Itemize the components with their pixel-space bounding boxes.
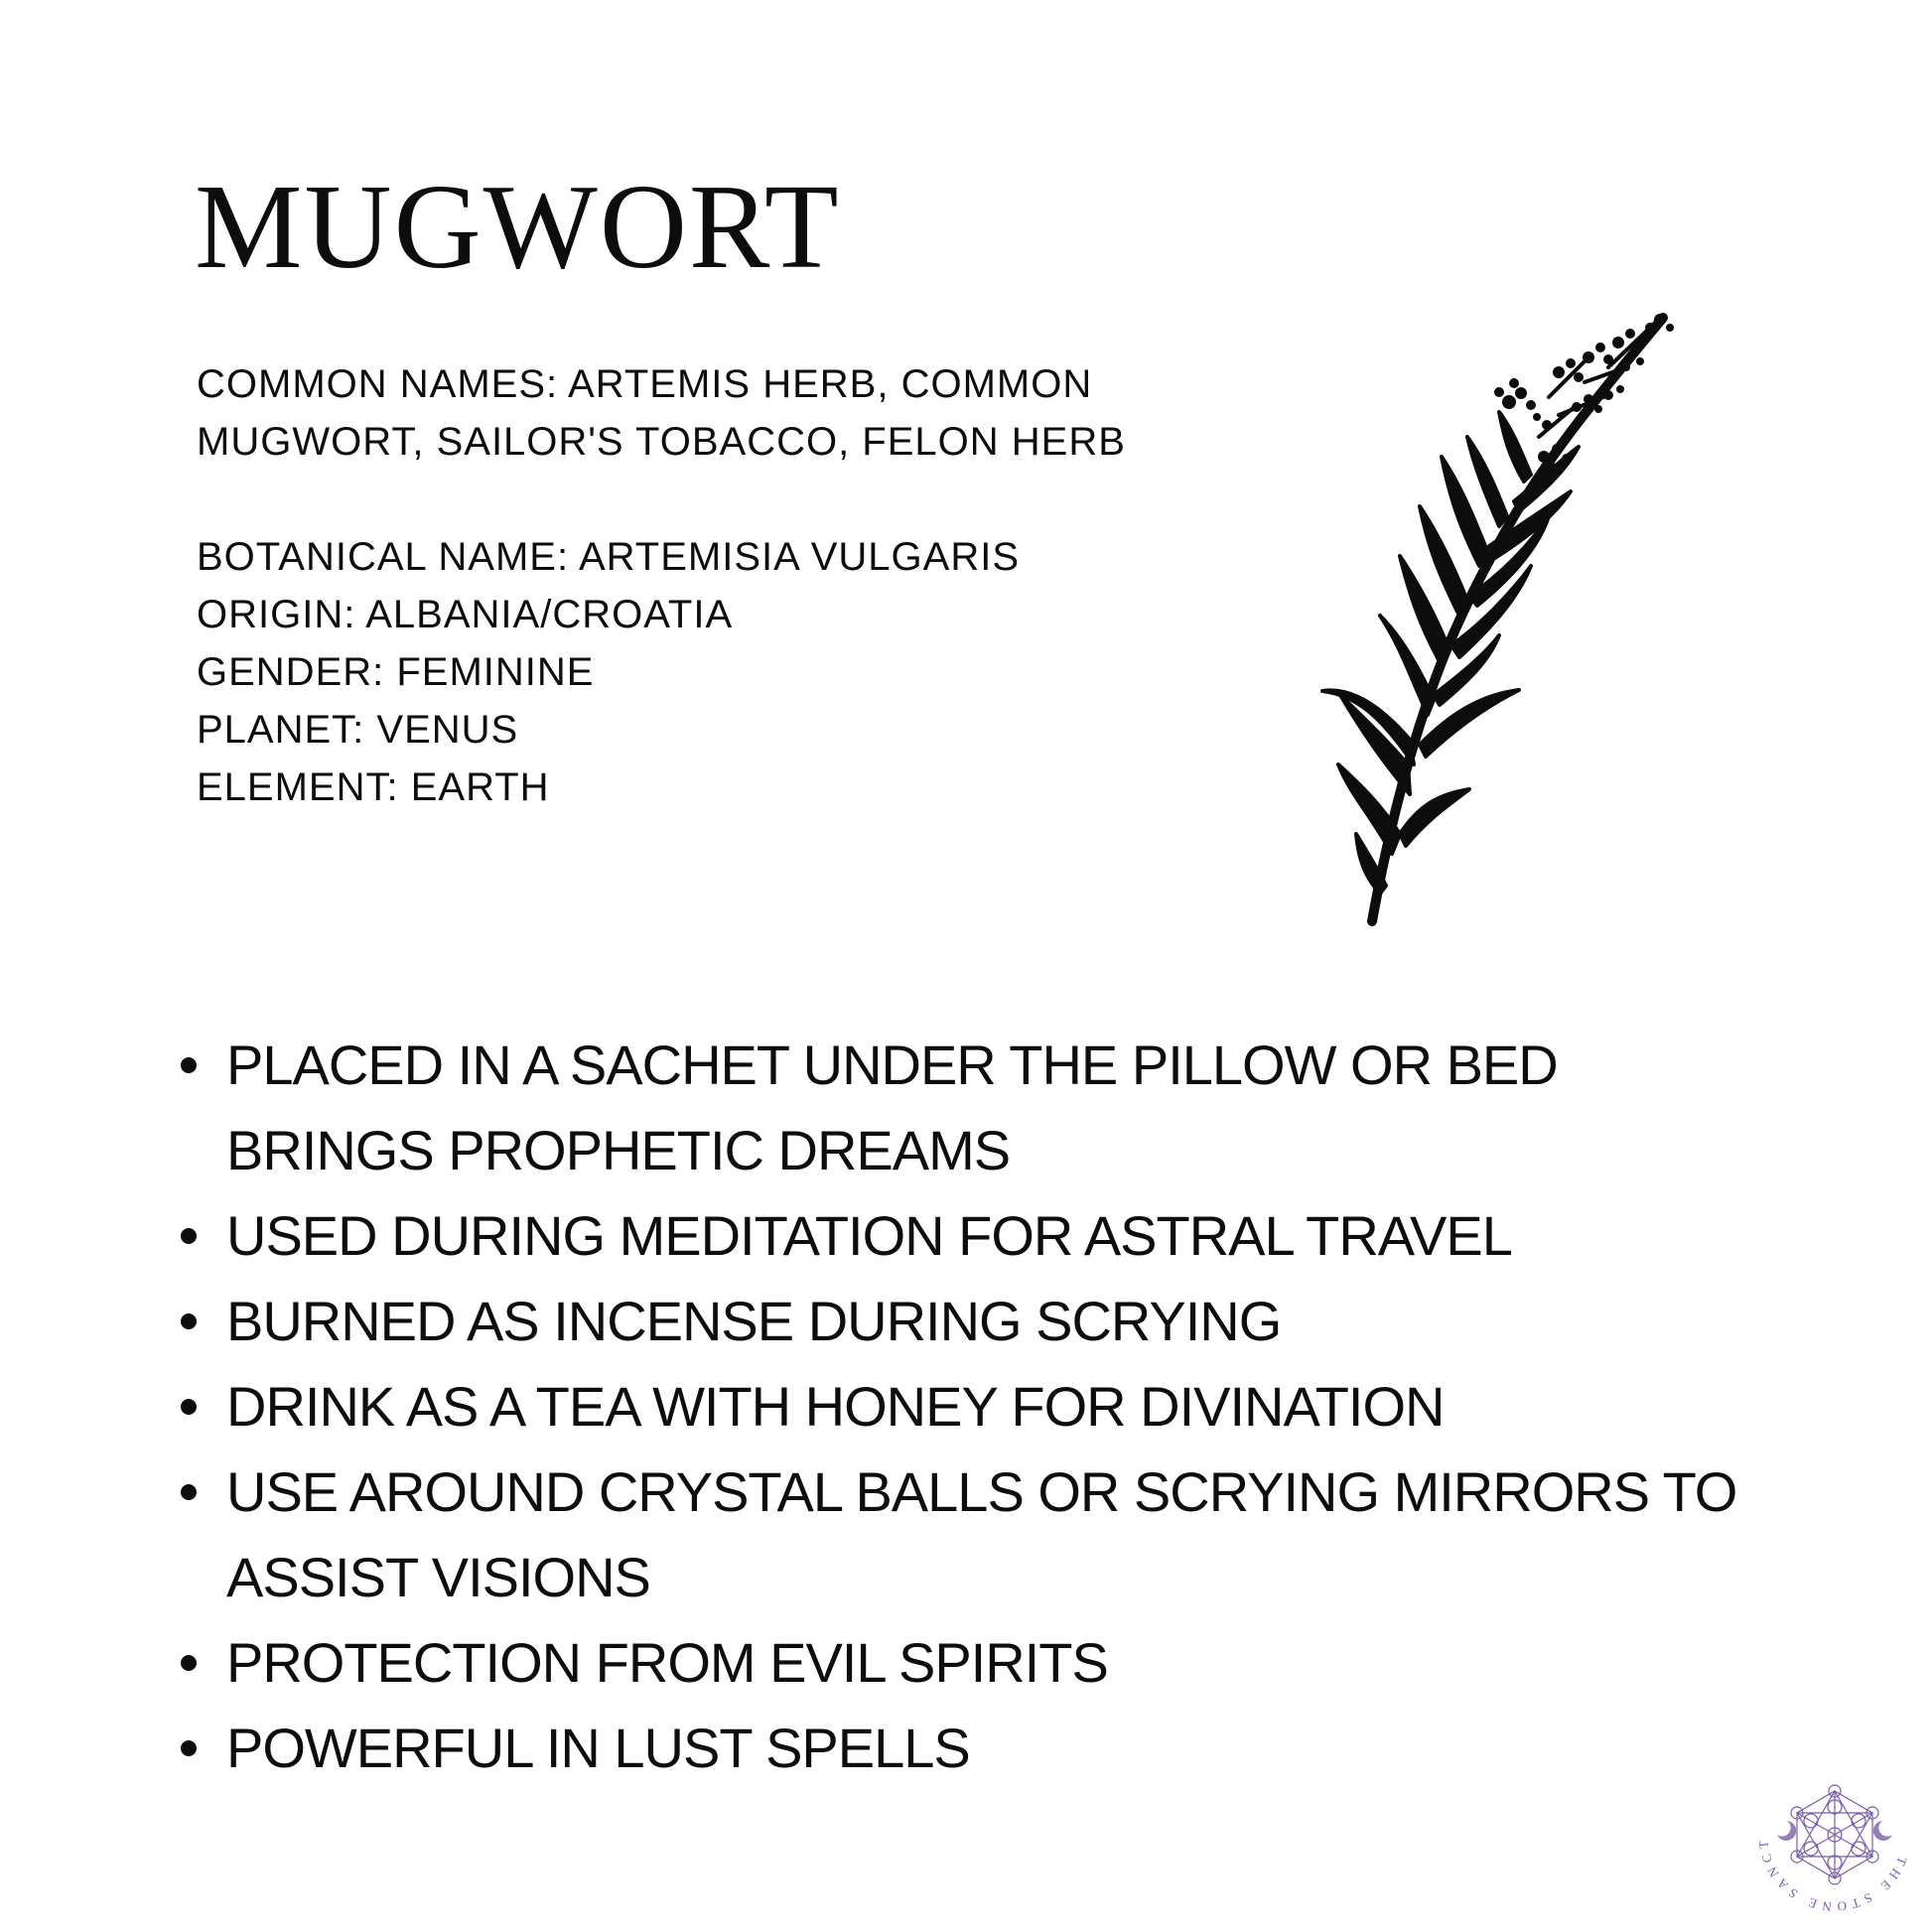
page-title: MUGWORT <box>195 160 841 294</box>
list-item: USE AROUND CRYSTAL BALLS OR SCRYING MIRRORS TO ASSIST VISIONS <box>177 1449 1765 1620</box>
common-names-line-2: MUGWORT, SAILOR'S TOBACCO, FELON HERB <box>197 420 1126 464</box>
common-names-line-1: COMMON NAMES: ARTEMIS HERB, COMMON <box>197 362 1093 406</box>
gender: GENDER: FEMININE <box>197 650 595 694</box>
list-item: DRINK AS A TEA WITH HONEY FOR DIVINATION <box>177 1364 1765 1449</box>
mugwort-sprig-icon <box>1311 298 1727 938</box>
botanical-name: BOTANICAL NAME: ARTEMISIA VULGARIS <box>197 535 1021 579</box>
element: ELEMENT: EARTH <box>197 765 550 809</box>
list-item: PROTECTION FROM EVIL SPIRITS <box>177 1620 1765 1706</box>
list-item: PLACED IN A SACHET UNDER THE PILLOW OR BED BRINGS PROPHETIC DREAMS <box>177 1023 1765 1193</box>
logo-text: THE STONE SANCT <box>1754 1835 1910 1915</box>
list-item: USED DURING MEDITATION FOR ASTRAL TRAVEL <box>177 1193 1765 1279</box>
origin: ORIGIN: ALBANIA/CROATIA <box>197 593 734 636</box>
list-item: BURNED AS INCENSE DURING SCRYING <box>177 1279 1765 1364</box>
uses-list <box>177 1023 1765 1791</box>
list-item: POWERFUL IN LUST SPELLS <box>177 1706 1765 1791</box>
herb-info <box>197 355 1189 816</box>
metatrons-cube-icon <box>1747 1747 1922 1927</box>
planet: PLANET: VENUS <box>197 708 519 752</box>
